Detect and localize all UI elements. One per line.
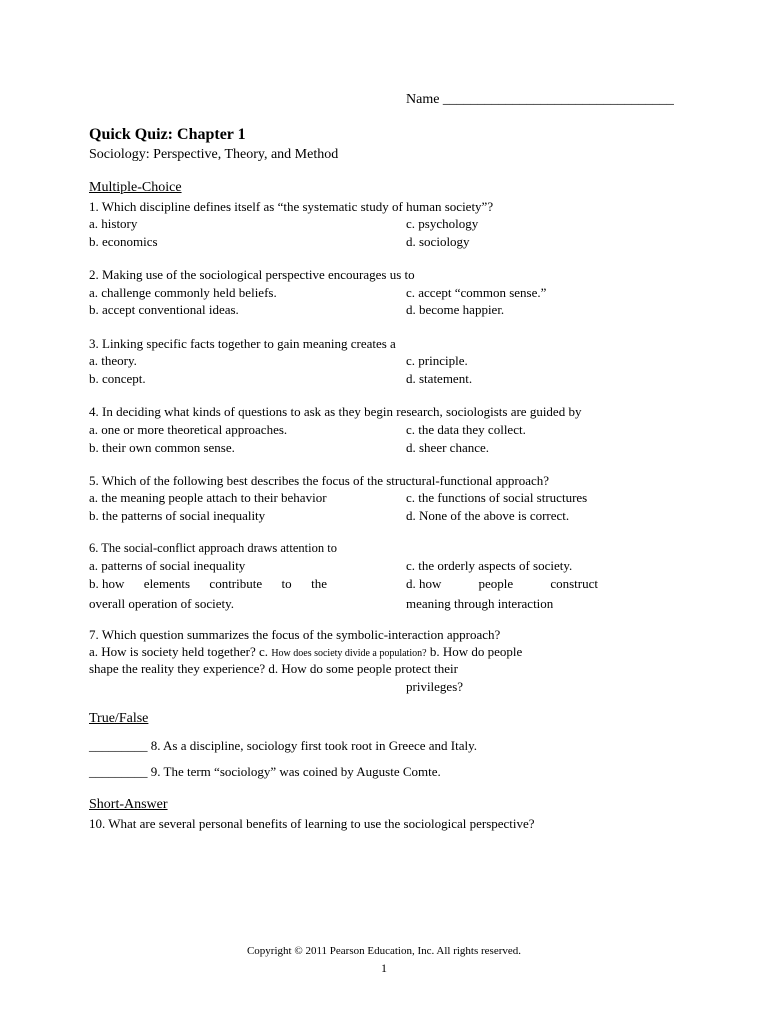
q6-option-d-continued: meaning through interaction [406,596,554,611]
q5-option-a: a. the meaning people attach to their behavior [89,490,327,505]
page-title: Quick Quiz: Chapter 1 [89,126,246,143]
q4-option-c: c. the data they collect. [406,422,526,437]
multiple-choice-heading: Multiple-Choice [89,180,182,195]
q4-option-d: d. sheer chance. [406,440,490,455]
page-number: 1 [381,961,387,975]
question-9: _________ 9. The term “sociology” was coined by Auguste Comte. [89,764,441,779]
question-1: 1. Which discipline defines itself as “the systematic study of human society”? [89,199,494,214]
q1-option-d: d. sociology [406,234,470,249]
q6-option-b-line [89,575,327,592]
question-2: 2. Making use of the sociological perspective encourages us to [89,267,415,282]
q6-option-b-continued: overall operation of society. [89,596,234,611]
q6-option-c: c. the orderly aspects of society. [406,558,573,573]
name-field-line: Name _________________________________ [406,92,674,107]
q7-options-line-2: shape the reality they experience? d. How do some people protect their [89,661,458,676]
q5-option-b: b. the patterns of social inequality [89,508,266,523]
q3-option-d: d. statement. [406,371,473,386]
question-4: 4. In deciding what kinds of questions to ask as they begin research, sociologists are guided by [89,404,582,419]
q6-option-b-word: contribute [209,576,263,591]
copyright-notice: Copyright © 2011 Pearson Education, Inc. All rights reserved. [246,945,522,957]
q1-option-c: c. psychology [406,216,479,231]
q6-option-d-word: d. how [406,576,442,591]
q3-option-c: c. principle. [406,353,468,368]
question-7: 7. Which question summarizes the focus of the symbolic-interaction approach? [89,627,501,642]
q5-option-d: d. None of the above is correct. [406,508,570,523]
q6-option-b-word: the [311,576,327,591]
question-6: 6. The social-conflict approach draws attention to [89,541,337,555]
q4-option-a: a. one or more theoretical approaches. [89,422,288,437]
q1-option-b: b. economics [89,234,158,249]
question-5: 5. Which of the following best describes the focus of the structural-functional approach? [89,473,550,488]
q4-option-b: b. their own common sense. [89,440,235,455]
q6-option-d-word: people [478,576,514,591]
q2-option-d: d. become happier. [406,302,505,317]
q7-option-b-text: b. How do people [426,644,523,659]
q6-option-b-word: to [281,576,292,591]
q2-option-a: a. challenge commonly held beliefs. [89,285,277,300]
q7-options-line-3: privileges? [406,679,464,694]
q2-option-b: b. accept conventional ideas. [89,302,239,317]
page-subtitle: Sociology: Perspective, Theory, and Method [89,147,339,162]
q6-option-d-line [406,575,598,592]
q3-option-b: b. concept. [89,371,146,386]
question-10: 10. What are several personal benefits of learning to use the sociological perspective? [89,816,535,831]
q6-option-a: a. patterns of social inequality [89,558,246,573]
q6-option-b-word: elements [143,576,191,591]
q1-option-a: a. history [89,216,138,231]
q6-option-b-word: b. how [89,576,125,591]
q3-option-a: a. theory. [89,353,137,368]
question-8: _________ 8. As a discipline, sociology first took root in Greece and Italy. [89,738,478,753]
q5-option-c: c. the functions of social structures [406,490,588,505]
short-answer-heading: Short-Answer [89,797,168,812]
q7-option-c-text: How does society divide a population? [271,648,427,659]
q6-option-d-word: construct [550,576,598,591]
q7-option-a-c-label: a. How is society held together? c. [89,644,272,659]
true-false-heading: True/False [89,711,149,726]
question-3: 3. Linking specific facts together to gain meaning creates a [89,336,396,351]
q2-option-c: c. accept “common sense.” [406,285,547,300]
